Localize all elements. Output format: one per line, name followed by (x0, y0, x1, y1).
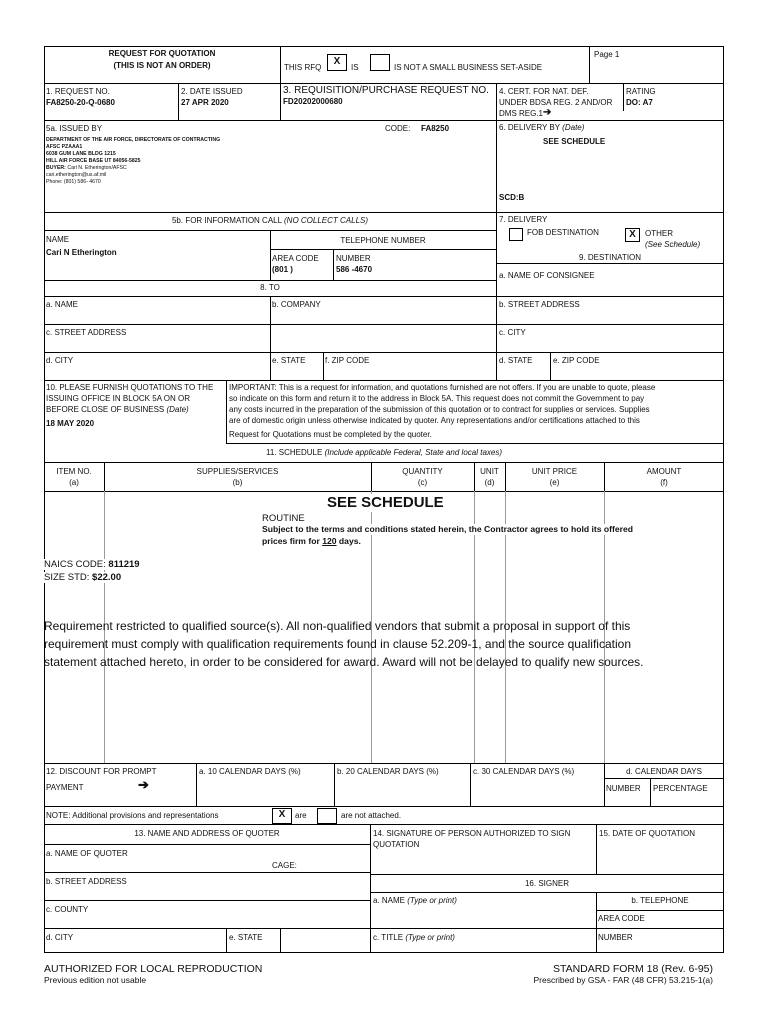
delivery-label: 7. DELIVERY (499, 215, 548, 224)
quoter-state-label: e. STATE (229, 933, 263, 942)
important-line-3: any costs incurred in the preparation of the submission of this quotation or to contract for supplies or services. Supplies (229, 405, 650, 414)
important-line-5: Request for Quotations must be completed by the quoter. (229, 430, 432, 439)
rfq-is-checkbox[interactable] (327, 54, 347, 71)
to-city-label: d. CITY (46, 356, 74, 365)
signature-label-1: 14. SIGNATURE OF PERSON AUTHORIZED TO SIGN (373, 829, 571, 838)
cage-label: CAGE: (272, 861, 297, 870)
other-check-mark: X (629, 229, 636, 240)
signer-title-label: c. TITLE (Type or print) (373, 933, 455, 942)
col-amount-sub: (f) (660, 478, 668, 487)
date-issued-value[interactable]: 27 APR 2020 (181, 98, 229, 107)
signer-label: 16. SIGNER (524, 879, 569, 888)
discount-10-label: a. 10 CALENDAR DAYS (%) (199, 767, 301, 776)
cert-label-1: 4. CERT. FOR NAT. DEF. (499, 87, 589, 96)
col-unit-price-sub: (e) (549, 478, 560, 487)
request-no-label: 1. REQUEST NO. (46, 87, 110, 96)
buyer-label: BUYER: (46, 165, 66, 171)
furnish-line-1: 10. PLEASE FURNISH QUOTATIONS TO THE (46, 383, 214, 392)
requisition-value[interactable]: FD20202000680 (283, 97, 343, 106)
dest-street-label: b. STREET ADDRESS (499, 300, 580, 309)
code-value[interactable]: FA8250 (421, 124, 450, 133)
requirement-line-3: statement attached hereto, in order to be considered for award. Award will not be delayed to qualify new sources. (44, 655, 644, 669)
schedule-label: 11. SCHEDULE (Include applicable Federal, State and local taxes) (266, 448, 502, 457)
delivery-by-label: 6. DELIVERY BY (Date) (499, 123, 585, 132)
issuer-email[interactable]: cari.etherington@us.af.mil (46, 172, 107, 178)
discount-percentage-label: PERCENTAGE (653, 784, 708, 793)
requirement-line-1: Requirement restricted to qualified source(s). All non-qualified vendors that submit a proposal in support of this (44, 619, 631, 633)
attached-are-checkbox[interactable] (272, 808, 292, 824)
col-unit: UNIT (480, 467, 499, 476)
other-checkbox[interactable] (625, 228, 640, 242)
issuer-phone: Phone: (801) 586- 4670 (46, 179, 101, 185)
form-subtitle: (THIS IS NOT AN ORDER) (113, 61, 211, 70)
signer-name-label: a. NAME (Type or print) (373, 896, 457, 905)
request-no-value[interactable]: FA8250-20-Q-0680 (46, 98, 115, 107)
discount-number-label: NUMBER (606, 784, 641, 793)
discount-30-label: c. 30 CALENDAR DAYS (%) (473, 767, 575, 776)
signer-number-label: NUMBER (598, 933, 633, 942)
destination-label: 9. DESTINATION (578, 253, 642, 262)
important-line-2: so indicate on this form and return it to the address in Block 5A. This request does not commit the Government to pay (229, 394, 645, 403)
discount-label-1: 12. DISCOUNT FOR PROMPT (46, 767, 157, 776)
see-schedule-heading: SEE SCHEDULE (327, 494, 444, 511)
dest-zip-label: e. ZIP CODE (553, 356, 600, 365)
col-unit-price: UNIT PRICE (531, 467, 578, 476)
page-number: Page 1 (594, 50, 620, 59)
attached-check-mark: X (278, 809, 286, 820)
dest-state-label: d. STATE (499, 356, 533, 365)
terms-line-1: Subject to the terms and conditions stated herein, the Contractor agrees to hold its offered (262, 524, 634, 534)
issued-by-label: 5a. ISSUED BY (46, 124, 103, 133)
number-label: NUMBER (336, 254, 371, 263)
area-code-label: AREA CODE (272, 254, 319, 263)
to-zip-label: f. ZIP CODE (325, 356, 370, 365)
other-label: OTHER (645, 229, 673, 238)
cert-arrow-icon: ➔ (543, 107, 552, 118)
furnish-line-2: ISSUING OFFICE IN BLOCK 5A ON OR (46, 394, 191, 403)
col-quantity-sub: (c) (417, 478, 428, 487)
rfq-suffix: IS NOT A SMALL BUSINESS SET-ASIDE (394, 63, 543, 72)
terms-days: 120 (322, 536, 337, 546)
are-label: are (295, 811, 307, 820)
size-std-line: SIZE STD: $22.00 (44, 572, 122, 583)
furnish-line-3: BEFORE CLOSE OF BUSINESS (Date) (46, 405, 189, 414)
rfq-is-label: IS (351, 63, 359, 72)
to-label: 8. TO (260, 283, 280, 292)
consignee-label: a. NAME OF CONSIGNEE (499, 271, 595, 280)
routine-label: ROUTINE (262, 513, 305, 524)
rfq-prefix: THIS RFQ (284, 63, 322, 72)
important-line-1: IMPORTANT: This is a request for information, and quotations furnished are not offers. If you are unable to quote, please (229, 383, 656, 392)
form-title: REQUEST FOR QUOTATION (108, 49, 216, 58)
quoter-city-label: d. CITY (46, 933, 74, 942)
col-item-no-sub: (a) (69, 478, 79, 487)
issuer-line-2: AFSC PZAAA1 (46, 144, 83, 150)
telephone-label: TELEPHONE NUMBER (340, 236, 426, 245)
cert-label-3: DMS REG.1 (499, 109, 544, 118)
to-street-label: c. STREET ADDRESS (46, 328, 127, 337)
contact-name-label: NAME (46, 235, 70, 244)
important-line-4: are of domestic origin unless otherwise indicated by quoter. Any representations and/or certifications attached to this (229, 416, 640, 425)
col-supplies-sub: (b) (232, 478, 243, 487)
date-issued-label: 2. DATE ISSUED (181, 87, 243, 96)
requisition-label: 3. REQUISITION/PURCHASE REQUEST NO. (283, 85, 489, 96)
area-code-value[interactable]: (801 ) (272, 265, 293, 274)
issuer-line-4: HILL AIR FORCE BASE UT 84056-5825 (46, 158, 141, 164)
naics-line: NAICS CODE: 811219 (44, 559, 140, 570)
date-of-quotation-label: 15. DATE OF QUOTATION (599, 829, 696, 838)
are-not-label: are not attached. (341, 811, 402, 820)
discount-label-2: PAYMENT (46, 783, 84, 792)
number-value[interactable]: 586 -4670 (336, 265, 373, 274)
requirement-line-2: requirement must comply with qualification requirements found in clause 52.209-1, and the source qualification (44, 637, 631, 651)
signer-area-code-label: AREA CODE (598, 914, 645, 923)
code-label: CODE: (385, 124, 411, 133)
info-call-label: 5b. FOR INFORMATION CALL (NO COLLECT CALLS) (171, 216, 369, 225)
delivery-by-value[interactable]: SEE SCHEDULE (543, 137, 606, 146)
signer-telephone-label: b. TELEPHONE (631, 896, 689, 905)
rating-value[interactable]: DO: A7 (626, 98, 653, 107)
to-company-label: b. COMPANY (272, 300, 321, 309)
terms-line-2: prices firm for 120 days. (262, 536, 361, 546)
note-text: NOTE: Additional provisions and representations (46, 811, 219, 820)
discount-arrow-icon: ➔ (138, 777, 149, 792)
fob-destination-checkbox[interactable] (509, 228, 523, 241)
quote-due-date[interactable]: 18 MAY 2020 (46, 419, 95, 428)
footer-left-sub: Previous edition not usable (44, 975, 147, 985)
dest-city-label: c. CITY (499, 328, 526, 337)
footer-right-sub: Prescribed by GSA - FAR (48 CFR) 53.215-1(a) (533, 975, 713, 985)
quoter-label: 13. NAME AND ADDRESS OF QUOTER (134, 829, 280, 838)
signature-label-2: QUOTATION (373, 840, 420, 849)
quoter-street-label: b. STREET ADDRESS (46, 877, 127, 886)
cert-label-2: UNDER BDSA REG. 2 AND/OR (499, 98, 613, 107)
to-state-label: e. STATE (272, 356, 306, 365)
quoter-county-label: c. COUNTY (46, 905, 89, 914)
col-item-no: ITEM NO. (56, 467, 92, 476)
issuer-line-1: DEPARTMENT OF THE AIR FORCE, DIRECTORATE OF CONTRACTING (46, 137, 221, 143)
footer-right: STANDARD FORM 18 (Rev. 6-95) (552, 963, 713, 975)
col-quantity: QUANTITY (402, 467, 443, 476)
size-std-value: $22.00 (89, 572, 122, 583)
quoter-name-label: a. NAME OF QUOTER (46, 849, 128, 858)
buyer-value: Cari N. Etherington/AFSC (65, 165, 127, 171)
contact-name-value[interactable]: Cari N Etherington (46, 248, 117, 257)
col-amount: AMOUNT (646, 467, 682, 476)
rfq-check-mark: X (333, 56, 341, 67)
attached-are-not-checkbox[interactable] (317, 808, 337, 824)
footer-left: AUTHORIZED FOR LOCAL REPRODUCTION (44, 963, 263, 975)
other-note: (See Schedule) (645, 240, 701, 249)
issuer-line-3: 6038 GUM LANE BLDG 1215 (46, 151, 116, 157)
discount-20-label: b. 20 CALENDAR DAYS (%) (337, 767, 439, 776)
naics-value: 811219 (105, 559, 140, 570)
rfq-is-not-checkbox[interactable] (370, 54, 390, 71)
col-unit-sub: (d) (484, 478, 495, 487)
scd-value[interactable]: SCD:B (499, 193, 525, 202)
col-supplies: SUPPLIES/SERVICES (196, 467, 279, 476)
rating-label: RATING (626, 87, 656, 96)
to-name-label: a. NAME (46, 300, 79, 309)
discount-days-label: d. CALENDAR DAYS (626, 767, 702, 776)
fob-destination-label: FOB DESTINATION (527, 228, 599, 237)
